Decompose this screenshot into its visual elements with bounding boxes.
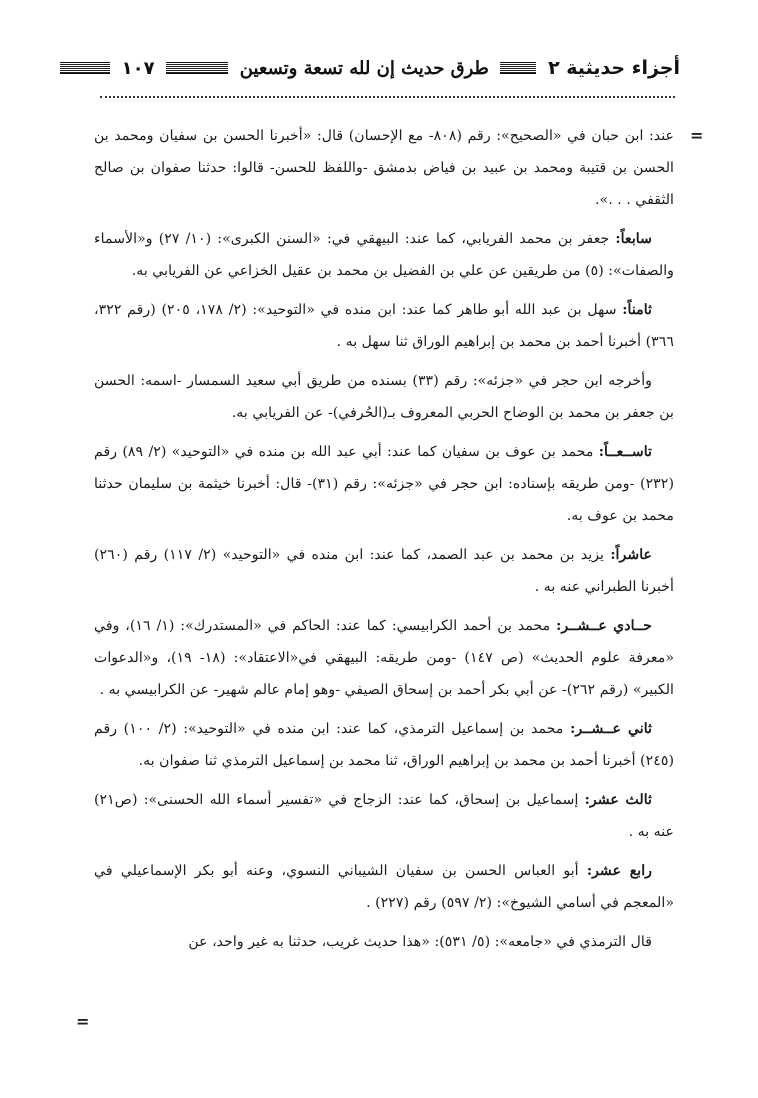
paragraph-text: محمد بن إسماعيل الترمذي، كما عند: ابن منده في «التوحيد»: (٢/ ١٠٠) رقم (٢٤٥) أخبرنا أحمد بن محمد بن إبراهيم الوراق، ثنا محمد بن إسماعيل الترمذي ثنا صفوان به. <box>94 721 674 769</box>
paragraph-text: وأخرجه ابن حجر في «جزئه»: رقم (٣٣) بسنده من طريق أبي سعيد السمسار -اسمه: الحسن بن جعفر بن محمد بن الوضاح الحربي المعروف بـ(الحُرفي)- عن الفريابي به. <box>94 373 674 421</box>
page-number: ١٠٧ <box>121 57 155 79</box>
paragraph-lead: ثالث عشر: <box>584 792 653 808</box>
chapter-title: طرق حديث إن لله تسعة وتسعين <box>239 57 489 79</box>
paragraph-9 <box>94 784 674 848</box>
decorative-bar <box>60 62 110 74</box>
paragraph-2 <box>94 223 674 287</box>
header-divider <box>100 96 675 98</box>
paragraph-7 <box>94 610 674 706</box>
paragraph-text: عند: ابن حبان في «الصحيح»: رقم (٨٠٨- مع الإحسان) قال: «أخبرنا الحسن بن سفيان ومحمد بن الحسن بن قتيبة ومحمد بن عبيد بن فياض بدمشق -واللفظ للحسن- قالوا: حدثنا صفوان بن صالح الثقفي . . .». <box>94 128 674 208</box>
decorative-bar <box>166 62 228 74</box>
paragraph-lead: رابع عشر: <box>586 863 652 879</box>
paragraph-text: محمد بن عوف بن سفيان كما عند: أبي عبد الله بن منده في «التوحيد» (٢/ ٨٩) رقم (٢٣٢) -ومن طريقه بإسناده: ابن حجر في «جزئه»: رقم (٣١)- قال: أخبرنا خيثمة بن سليمان حدثنا محمد بن عوف به. <box>94 444 674 524</box>
paragraph-lead: ثاني عــشــر: <box>570 721 652 737</box>
paragraph-8 <box>94 713 674 777</box>
paragraph-11 <box>94 926 674 958</box>
continuation-mark-top: = <box>690 126 704 145</box>
paragraph-4 <box>94 365 674 429</box>
paragraph-text: جعفر بن محمد الفريابي، كما عند: البيهقي في: «السنن الكبرى»: (١٠/ ٢٧) و«الأسماء والصفات»: (٥) من طريقين عن علي بن الفضيل بن محمد بن عقيل الخزاعي عن الفريابي به. <box>94 231 674 279</box>
paragraph-text: إسماعيل بن إسحاق، كما عند: الزجاج في «تفسير أسماء الله الحسنى»: (ص٢١) عنه به . <box>94 792 674 840</box>
decorative-bar <box>500 62 536 74</box>
paragraph-lead: عاشراً: <box>610 547 652 563</box>
paragraph-text: يزيد بن محمد بن عبد الصمد، كما عند: ابن منده في «التوحيد» (٢/ ١١٧) رقم (٢٦٠) أخبرنا الطبراني عنه به . <box>94 547 674 595</box>
paragraph-1 <box>94 120 674 216</box>
paragraph-lead: حــادي عــشــر: <box>556 618 652 634</box>
continuation-mark-bottom: = <box>76 1012 90 1031</box>
footnote-body <box>94 120 674 965</box>
paragraph-text: قال الترمذي في «جامعه»: (٥/ ٥٣١): «هذا حديث غريب، حدثنا به غير واحد، عن <box>188 934 652 950</box>
paragraph-text: سهل بن عبد الله أبو طاهر كما عند: ابن منده في «التوحيد»: (٢/ ١٧٨، ٢٠٥) (رقم ٣٢٢، ٣٦٦) أخبرنا أحمد بن محمد بن إبراهيم الوراق ثنا سهل به . <box>94 302 674 350</box>
paragraph-lead: سابعاً: <box>615 231 652 247</box>
running-header <box>60 50 680 86</box>
paragraph-lead: ثامناً: <box>622 302 653 318</box>
paragraph-10 <box>94 855 674 919</box>
paragraph-lead: تاســعــاً: <box>598 444 652 460</box>
paragraph-text: أبو العباس الحسن بن سفيان الشيباني النسوي، وعنه أبو بكر الإسماعيلي في «المعجم في أسامي الشيوخ»: (٢/ ٥٩٧) رقم (٢٢٧) . <box>94 863 674 911</box>
book-title: أجزاء حديثية ٢ <box>548 57 680 79</box>
paragraph-5 <box>94 436 674 532</box>
paragraph-3 <box>94 294 674 358</box>
paragraph-6 <box>94 539 674 603</box>
paragraph-text: محمد بن أحمد الكرابيسي: كما عند: الحاكم في «المستدرك»: (١/ ١٦)، وفي «معرفة علوم الحديث» (ص ١٤٧) -ومن طريقه: البيهقي في«الاعتقاد»: (١٨- ١٩)، و«الدعوات الكبير» (رقم ٢٦٢)- عن أبي بكر أحمد بن إسحاق الصيفي -وهو إمام عالم شهير- عن الكرابيسي به . <box>94 618 674 698</box>
